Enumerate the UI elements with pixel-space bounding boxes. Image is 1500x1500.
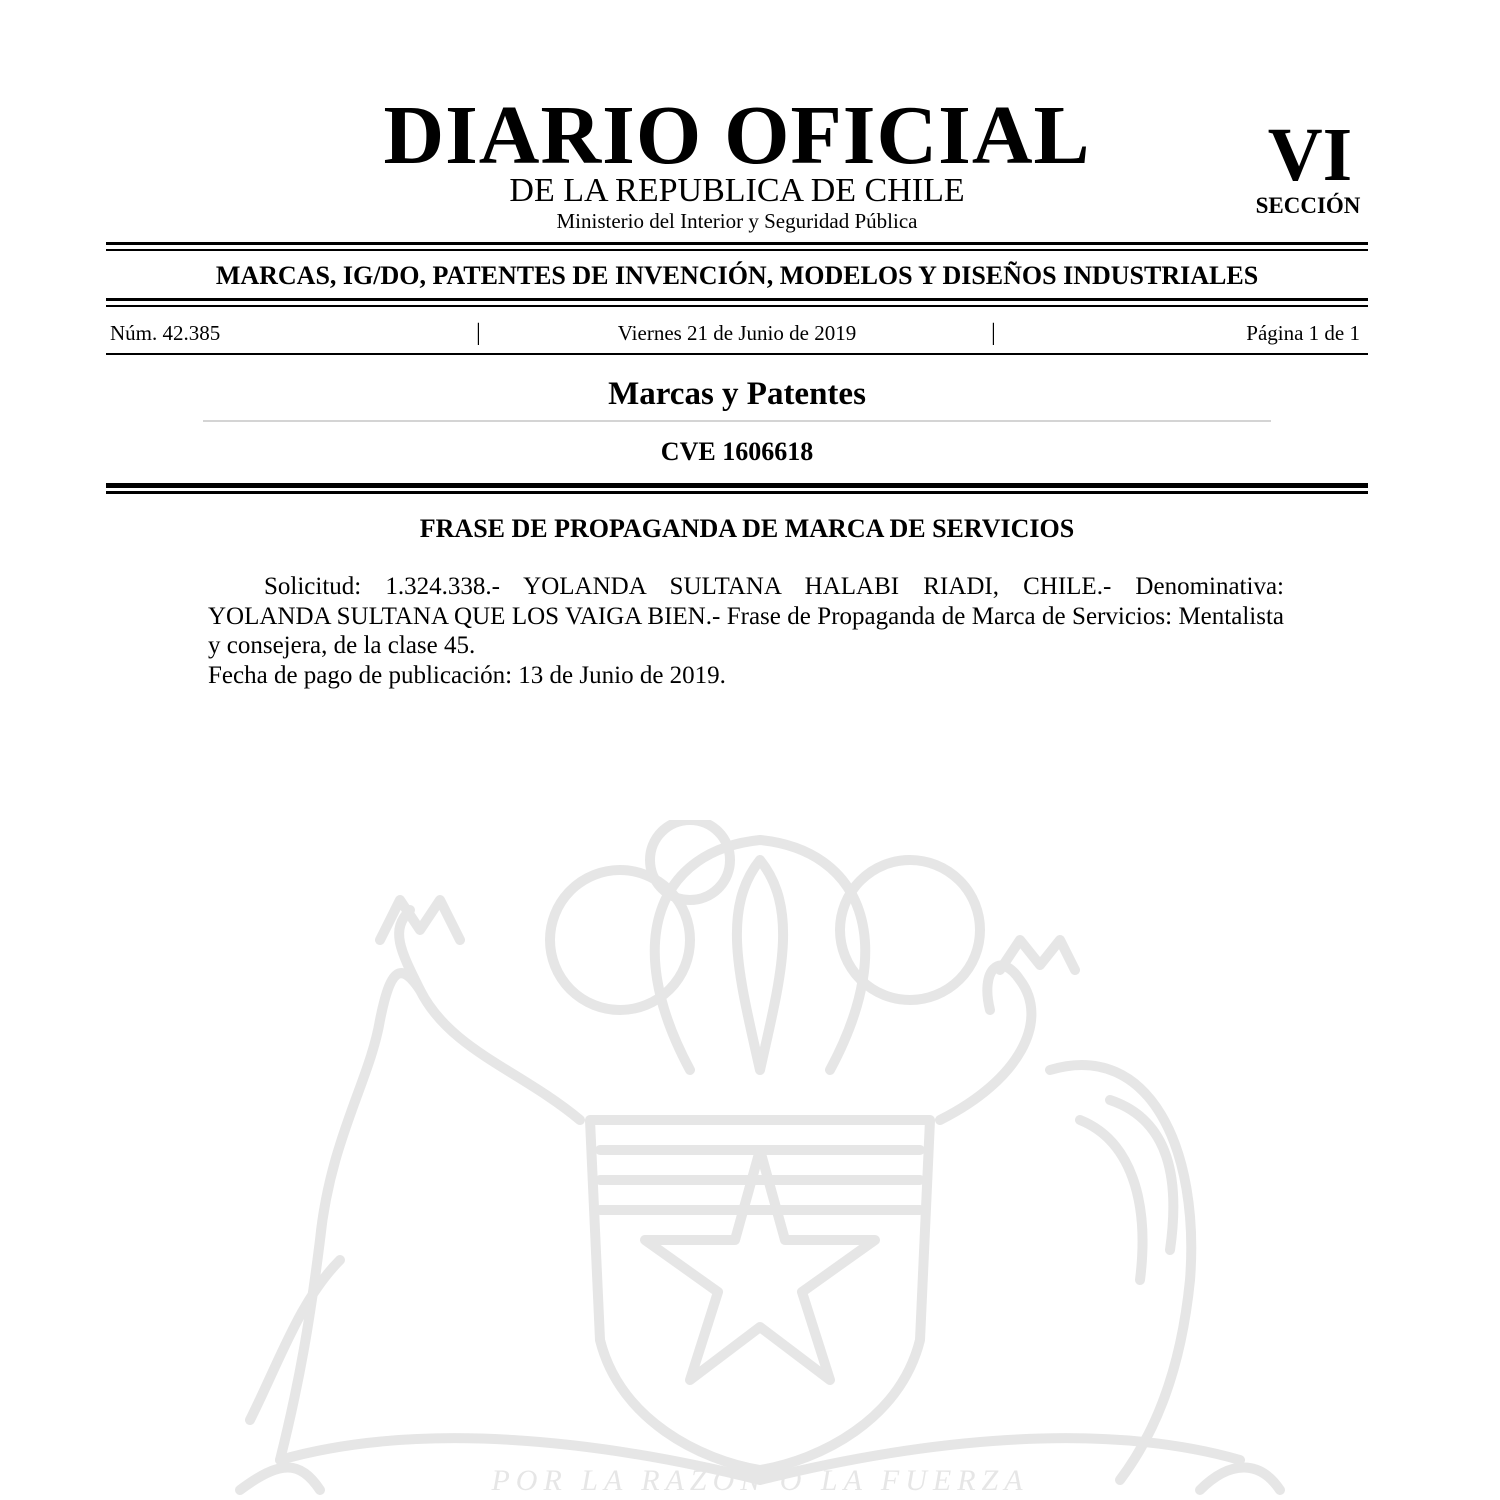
document-paragraph: Solicitud: 1.324.338.- YOLANDA SULTANA HALABI RIADI, CHILE.- Denominativa: YOLANDA SULTANA QUE LOS VAIGA BIEN.- Frase de Propaganda de Marca de Servicios: Mentalista y consejera, de la clase 45.: [208, 573, 1284, 659]
section-label: SECCIÓN: [1255, 193, 1361, 218]
coat-of-arms-watermark: [220, 820, 1300, 1500]
cve-code: CVE 1606618: [660, 437, 814, 466]
section-title: Marcas y Patentes: [608, 376, 866, 412]
heavy-rule-upper: [106, 483, 1368, 488]
top-double-rule-upper: [106, 242, 1368, 245]
masthead-ministry: Ministerio del Interior y Seguridad Pública: [556, 209, 918, 233]
mid-double-rule-lower: [106, 305, 1368, 307]
issue-info-row: [106, 318, 1368, 348]
issue-date: Viernes 21 de Junio de 2019: [617, 321, 857, 345]
document-body: [208, 572, 1284, 690]
section-number: VI: [1267, 113, 1353, 197]
document-heading: FRASE DE PROPAGANDA DE MARCA DE SERVICIOS: [419, 514, 1075, 543]
masthead-subtitle: DE LA REPUBLICA DE CHILE: [509, 172, 965, 209]
mid-double-rule-upper: [106, 298, 1368, 301]
watermark-motto: POR LA RAZÓN O LA FUERZA: [491, 1464, 1029, 1497]
top-double-rule-lower: [106, 249, 1368, 251]
issue-number: Núm. 42.385: [110, 321, 221, 345]
payment-date-line: Fecha de pago de publicación: 13 de Junio de 2019.: [208, 661, 726, 689]
section-title-divider: [203, 420, 1271, 422]
heavy-rule-lower: [106, 491, 1368, 494]
info-separator-left: |: [476, 320, 481, 346]
info-separator-right: |: [991, 320, 996, 346]
masthead-title: DIARIO OFICIAL: [383, 89, 1091, 182]
page-indicator: Página 1 de 1: [1246, 321, 1360, 345]
info-bottom-rule: [106, 353, 1368, 355]
publication-category: MARCAS, IG/DO, PATENTES DE INVENCIÓN, MODELOS Y DISEÑOS INDUSTRIALES: [215, 261, 1259, 290]
